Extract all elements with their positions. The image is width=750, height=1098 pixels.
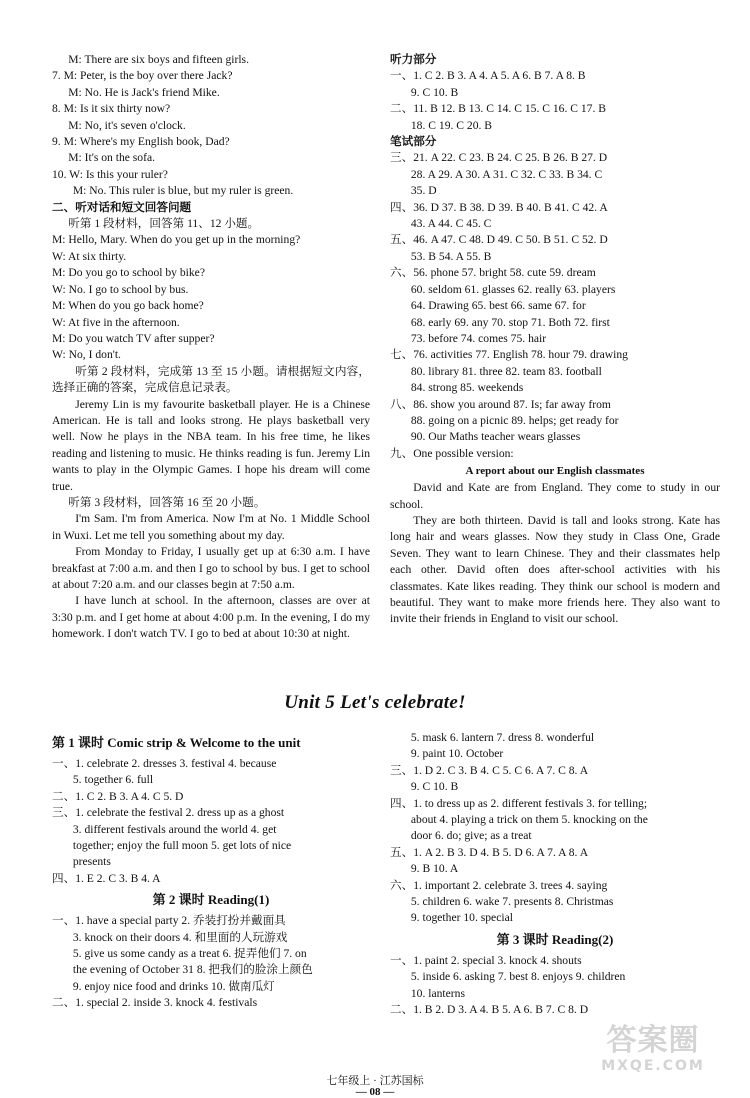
text-line: 9. enjoy nice food and drinks 10. 做南瓜灯 [72, 979, 275, 993]
text-line: M: No. This ruler is blue, but my ruler is green. [72, 184, 294, 198]
text-line: 90. Our Maths teacher wears glasses [410, 430, 581, 444]
text-line: 九、One possible version: [390, 446, 514, 460]
text-line: They are both thirteen. David is tall and looks strong. Kate has long hair and wears glasses. Now they study in Class One, Grade Seven. They want to learn Chinese. They and their classmates help each other. David often does after-school activities with his classmates. Kate likes reading. They think our school is modern and beautiful. They want to make more friends here. They also want to invite their friends in England to visit our school. [390, 513, 720, 626]
text-line: W: No, I don't. [52, 348, 121, 362]
text-line: 八、86. show you around 87. Is; far away from [390, 397, 611, 411]
watermark-url: MXQE.COM [601, 1058, 705, 1074]
text-line: together; enjoy the full moon 5. get lots of nice [72, 839, 292, 853]
left-column-bottom [52, 730, 370, 1012]
text-line: 10. lanterns [410, 986, 465, 1000]
text-line: 64. Drawing 65. best 66. same 67. for [410, 299, 586, 313]
text-line: 四、36. D 37. B 38. D 39. B 40. B 41. C 42. A [390, 200, 608, 214]
text-line: 听力部分 [390, 53, 437, 66]
text-line: 四、1. to dress up as 2. different festivals 3. for telling; [390, 796, 648, 810]
text-line: 五、46. A 47. C 48. D 49. C 50. B 51. C 52. D [390, 233, 608, 247]
text-line: M: There are six boys and fifteen girls. [68, 53, 249, 66]
text-line: 88. going on a picnic 89. helps; get ready for [410, 413, 619, 427]
text-line: 9. together 10. special [410, 911, 513, 925]
text-line: door 6. do; give; as a treat [410, 829, 532, 843]
page-number: — 08 — [355, 1086, 395, 1098]
text-line: 听第 3 段材料，回答第 16 至 20 小题。 [68, 495, 266, 509]
text-line: 5. mask 6. lantern 7. dress 8. wonderful [410, 731, 595, 744]
text-line: 七、76. activities 77. English 78. hour 79. drawing [390, 348, 628, 362]
text-line: 9. M: Where's my English book, Dad? [52, 135, 230, 149]
text-line: presents [72, 855, 111, 869]
text-line: W: No. I go to school by bus. [52, 282, 189, 296]
text-line: 80. library 81. three 82. team 83. football [410, 364, 602, 378]
text-line: 二、1. B 2. D 3. A 4. B 5. A 6. B 7. C 8. D [390, 1003, 589, 1017]
text-line: 35. D [410, 184, 437, 198]
text-line: 5. inside 6. asking 7. best 8. enjoys 9. children [410, 970, 626, 984]
text-line: 四、1. E 2. C 3. B 4. A [52, 871, 161, 885]
text-line: 18. C 19. C 20. B [410, 118, 493, 132]
lesson-1-heading: 第 1 课时 Comic strip & Welcome to the unit [52, 735, 301, 750]
text-line: 二、1. special 2. inside 3. knock 4. festivals [52, 996, 258, 1010]
text-line: 笔试部分 [390, 135, 437, 149]
text-line: 三、1. D 2. C 3. B 4. C 5. C 6. A 7. C 8. A [390, 763, 589, 777]
lesson-2-answers [52, 913, 370, 1011]
text-line: 9. paint 10. October [410, 747, 504, 761]
text-line: 听第 1 段材料，回答第 11、12 小题。 [68, 217, 260, 231]
text-line: 60. seldom 61. glasses 62. really 63. players [410, 282, 616, 296]
text-line: 53. B 54. A 55. B [410, 249, 492, 263]
text-line: 5. children 6. wake 7. presents 8. Christmas [410, 895, 614, 909]
text-line: 听第 2 段材料，完成第 13 至 15 小题。请根据短文内容，选择正确的答案，完成信息记录表。 [52, 364, 370, 395]
lesson-2-answers-continued [390, 730, 720, 927]
footer-label: 七年级上 · 江苏国标 [326, 1075, 424, 1087]
text-line: 五、1. A 2. B 3. D 4. B 5. D 6. A 7. A 8. A [390, 845, 589, 859]
text-line: 一、1. paint 2. special 3. knock 4. shouts [390, 953, 582, 967]
watermark-text: 答案圈 [606, 1023, 700, 1058]
text-line: W: At six thirty. [52, 249, 127, 263]
text-line: 一、1. have a special party 2. 乔装打扮并戴面具 [52, 914, 286, 928]
text-line: 一、1. celebrate 2. dresses 3. festival 4. because [52, 757, 277, 770]
text-line: 43. A 44. C 45. C [410, 217, 492, 231]
text-line: 9. C 10. B [410, 780, 459, 794]
text-line: 六、56. phone 57. bright 58. cute 59. dream [390, 266, 596, 280]
text-line: W: At five in the afternoon. [52, 315, 180, 329]
text-line: David and Kate are from England. They come to study in our school. [390, 481, 720, 511]
text-line: the evening of October 31 8. 把我们的脸涂上颜色 [72, 963, 313, 977]
text-line: Jeremy Lin is my favourite basketball player. He is a Chinese American. He is tall and looks strong. He plays basketball very well. Now he plays in the NBA team. In his free time, he likes reading and listening to music. He thinks reading is fun. Jeremy Lin wants to play in the Olympic Games. I hope his dream will come true. [52, 397, 370, 493]
lesson-2-heading: 第 2 课时 Reading(1) [152, 892, 270, 908]
text-line: M: No. He is Jack's friend Mike. [68, 85, 220, 99]
text-line: 10. W: Is this your ruler? [52, 167, 168, 181]
lesson-3-answers [390, 953, 720, 1019]
text-line: 28. A 29. A 30. A 31. C 32. C 33. B 34. C [410, 167, 603, 181]
text-line: 84. strong 85. weekends [410, 381, 524, 395]
text-line: M: Do you watch TV after supper? [52, 331, 215, 345]
text-line: 8. M: Is it six thirty now? [52, 102, 171, 116]
text-line: I'm Sam. I'm from America. Now I'm at No. 1 Middle School in Wuxi. Let me tell you something about my day. [52, 512, 370, 542]
text-line: M: When do you go back home? [52, 299, 204, 313]
right-column-top [390, 52, 720, 628]
right-column-bottom [390, 730, 720, 1019]
text-line: 3. knock on their doors 4. 和里面的人玩游戏 [72, 930, 288, 944]
text-line: From Monday to Friday, I usually get up at 6:30 a.m. I have breakfast at 7:00 a.m. and then I go to school by bus. I get to school at about 7:20 a.m. and our classes begin at 7:50 a.m. [52, 545, 370, 591]
text-line: A report about our English classmates [465, 465, 645, 478]
text-line: 68. early 69. any 70. stop 71. Both 72. first [410, 315, 610, 329]
text-line: 六、1. important 2. celebrate 3. trees 4. saying [390, 878, 608, 892]
text-line: 一、1. C 2. B 3. A 4. A 5. A 6. B 7. A 8. B [390, 69, 586, 83]
text-line: 3. different festivals around the world 4. get [72, 822, 277, 836]
text-line: 二、听对话和短文回答问题 [52, 200, 192, 214]
text-line: 5. give us some candy as a treat 6. 捉弄他们 7. on [72, 947, 307, 961]
text-line: 三、21. A 22. C 23. B 24. C 25. B 26. B 27. D [390, 151, 608, 165]
lesson-1-answers [52, 756, 370, 887]
left-column-top [52, 52, 370, 643]
lesson-3-heading: 第 3 课时 Reading(2) [496, 931, 614, 947]
text-line: M: Do you go to school by bike? [52, 266, 205, 280]
text-line: M: Hello, Mary. When do you get up in the morning? [52, 233, 301, 247]
text-line: I have lunch at school. In the afternoon, classes are over at 3:30 p.m. and I get home at about 4:00 p.m. In the evening, I do my homework. I don't watch TV. I go to bed at about 10:30 at night. [52, 594, 370, 641]
text-line: 5. together 6. full [72, 773, 154, 787]
text-line: 73. before 74. comes 75. hair [410, 331, 547, 345]
text-line: 二、11. B 12. B 13. C 14. C 15. C 16. C 17. B [390, 102, 607, 116]
text-line: about 4. playing a trick on them 5. knocking on the [410, 813, 648, 827]
text-line: 7. M: Peter, is the boy over there Jack? [52, 69, 233, 83]
unit-title: Unit 5 Let's celebrate! [284, 692, 466, 713]
text-line: 三、1. celebrate the festival 2. dress up as a ghost [52, 806, 285, 820]
text-line: M: No, it's seven o'clock. [68, 118, 186, 132]
text-line: 9. C 10. B [410, 85, 459, 99]
text-line: 9. B 10. A [410, 862, 459, 876]
text-line: 二、1. C 2. B 3. A 4. C 5. D [52, 789, 184, 803]
text-line: M: It's on the sofa. [68, 151, 156, 165]
watermark-logo [578, 1024, 728, 1084]
